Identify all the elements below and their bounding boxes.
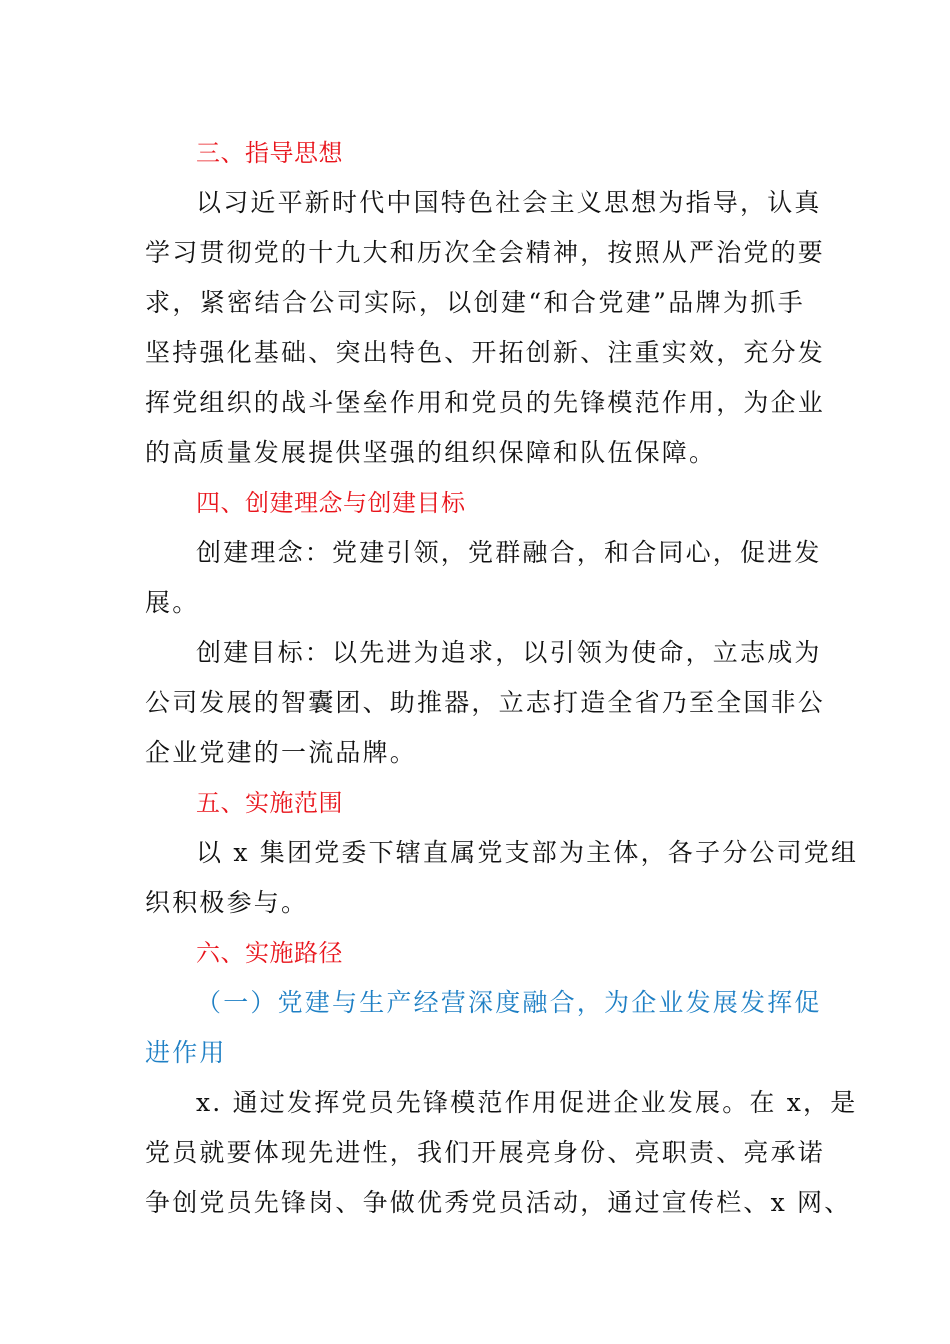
concept-line: 创建理念：党建引领，党群融合，和合同心，促进发: [196, 538, 822, 567]
paragraph-line: 的高质量发展提供坚强的组织保障和队伍保障。: [145, 438, 717, 467]
paragraph-line: 求，紧密结合公司实际，以创建“和合党建”品牌为抓手: [145, 288, 805, 317]
subheading-line: （一）党建与生产经营深度融合，为企业发展发挥促: [196, 988, 822, 1017]
paragraph-line: 以 x 集团党委下辖直属党支部为主体，各子分公司党组: [196, 838, 859, 867]
paragraph-line: 学习贯彻党的十九大和历次全会精神，按照从严治党的要: [145, 238, 826, 267]
paragraph-line: 坚持强化基础、突出特色、开拓创新、注重实效，充分发: [145, 338, 826, 367]
section-heading-guiding-ideology: 三、指导思想: [196, 139, 343, 167]
paragraph-line: 挥党组织的战斗堡垒作用和党员的先锋模范作用，为企业: [145, 388, 826, 417]
section-heading-scope: 五、实施范围: [196, 789, 343, 817]
goal-line: 企业党建的一流品牌。: [145, 738, 418, 767]
section-heading-implementation-path: 六、实施路径: [196, 939, 343, 967]
goal-line: 公司发展的智囊团、助推器，立志打造全省乃至全国非公: [145, 688, 826, 717]
paragraph-line: 争创党员先锋岗、争做优秀党员活动，通过宣传栏、x 网、: [145, 1188, 852, 1217]
section-heading-concept-and-goal: 四、创建理念与创建目标: [196, 489, 466, 517]
paragraph-line: x. 通过发挥党员先锋模范作用促进企业发展。在 x，是: [196, 1088, 858, 1117]
paragraph-line: 以习近平新时代中国特色社会主义思想为指导，认真: [196, 188, 822, 217]
goal-line: 创建目标：以先进为追求，以引领为使命，立志成为: [196, 638, 822, 667]
paragraph-line: 党员就要体现先进性，我们开展亮身份、亮职责、亮承诺: [145, 1138, 826, 1167]
concept-line: 展。: [145, 588, 200, 617]
subheading-line: 进作用: [145, 1038, 227, 1067]
paragraph-line: 织积极参与。: [145, 888, 309, 917]
